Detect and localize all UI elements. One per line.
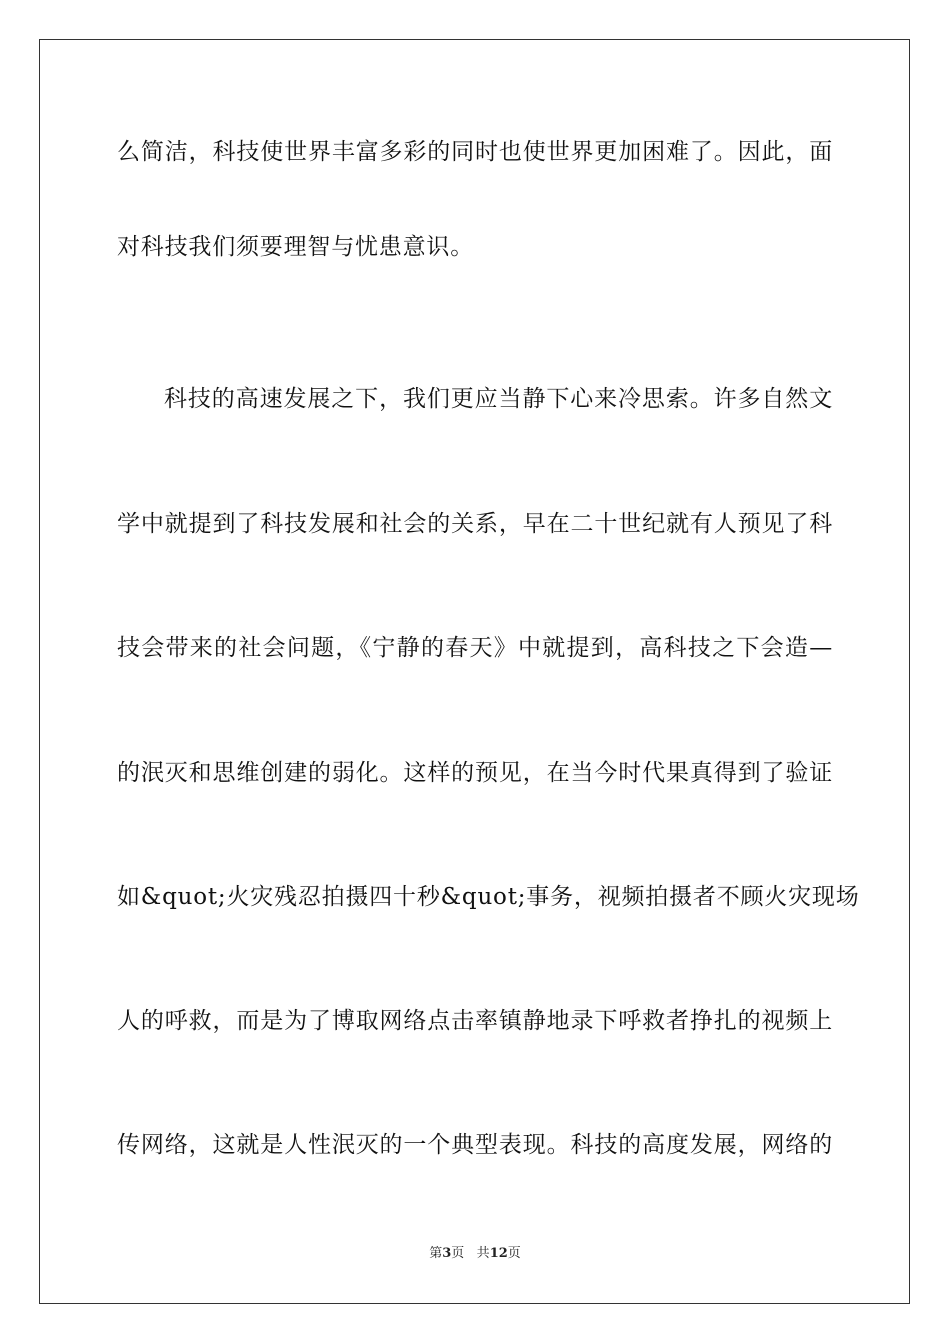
body-text-line: 技会带来的社会问题，《宁静的春天》中就提到，高科技之下会造—	[117, 635, 833, 661]
body-text-line: 么简洁，科技使世界丰富多彩的同时也使世界更加困难了。因此，面	[117, 139, 833, 165]
total-pages: 12	[489, 1246, 508, 1261]
body-text-line: 人的呼救，而是为了博取网络点击率镇静地录下呼救者挣扎的视频上	[117, 1008, 833, 1034]
body-text-line: 如&quot;火灾残忍拍摄四十秒&quot;事务，视频拍摄者不顾火灾现场	[117, 884, 860, 910]
body-text-line: 的泯灭和思维创建的弱化。这样的预见，在当今时代果真得到了验证	[117, 760, 833, 786]
page-border	[39, 39, 910, 1304]
page-number: 3	[442, 1246, 452, 1261]
body-text-line: 科技的高速发展之下，我们更应当静下心来冷思索。许多自然文	[164, 386, 833, 412]
body-text-line: 对科技我们须要理智与忧患意识。	[117, 234, 474, 260]
total-suffix: 页	[507, 1246, 521, 1261]
page-prefix: 第	[429, 1246, 443, 1261]
body-text-line: 传网络，这就是人性泯灭的一个典型表现。科技的高度发展，网络的	[117, 1132, 833, 1158]
body-text-line: 学中就提到了科技发展和社会的关系，早在二十世纪就有人预见了科	[117, 511, 833, 537]
page-suffix: 页	[451, 1246, 465, 1261]
total-prefix: 共	[476, 1246, 490, 1261]
page-footer	[0, 1246, 950, 1262]
